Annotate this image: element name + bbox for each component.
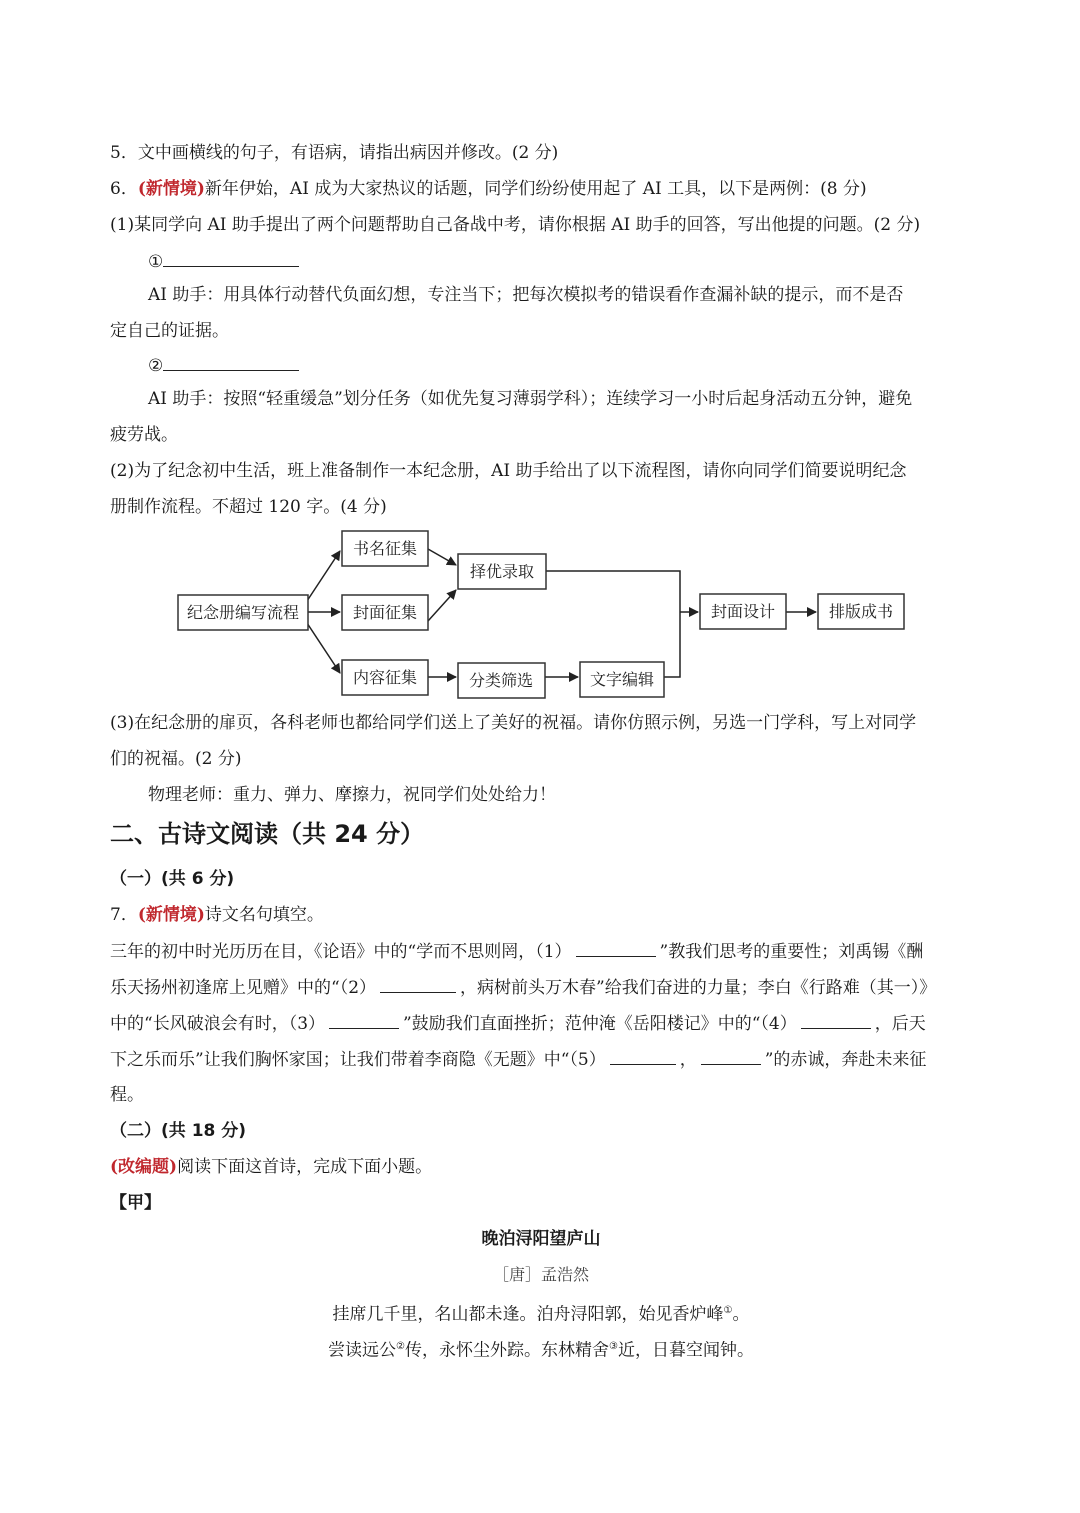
q7-number: 7． (110, 905, 138, 925)
fill-line-4 (110, 1046, 972, 1073)
memorial-book-flowchart (170, 525, 910, 700)
q6-tag: (新情境) (137, 179, 205, 199)
section-2-title: 二、古诗文阅读（共 24 分） (110, 820, 425, 848)
q6-intro-text: 新年伊始，AI 成为大家热议的话题，同学们纷纷使用起了 AI 工具，以下是两例：(8 分) (204, 179, 867, 199)
q8-line (110, 1154, 972, 1180)
poem-text: 。 (732, 1304, 750, 1325)
arrow-name-to-select (428, 549, 456, 565)
q6-sub3a: (3)在纪念册的扉页，各科老师也都给同学们送上了美好的祝福。请你仿照示例，另选一门学科，写上对同学 (110, 713, 917, 733)
arrow-start-to-name (307, 551, 340, 601)
q6-sub2b: 册制作流程。不超过 120 字。(4 分) (110, 497, 387, 517)
label-start: 纪念册编写流程 (186, 603, 300, 622)
fill-text: 乐天扬州初逢席上见赠》中的“（2） (110, 978, 377, 998)
fill-text: 中的“长风破浪会有时，（3） (110, 1014, 326, 1034)
fill-text: ”教我们思考的重要性；刘禹锡《酬 (659, 942, 924, 962)
q6-number: 6． (110, 179, 138, 199)
label-content-collect: 内容征集 (352, 668, 418, 687)
ai-answer-1a: AI 助手：用具体行动替代负面幻想，专注当下；把每次模拟考的错误看作查漏补缺的提示，而不是否 (148, 285, 904, 305)
fill-line-3 (110, 1010, 972, 1037)
q6-sub3b: 们的祝福。(2 分) (110, 749, 242, 769)
blank-1[interactable] (576, 938, 656, 957)
fill-text: ，后天 (874, 1014, 926, 1034)
answer-blank-2[interactable] (163, 352, 299, 371)
line-select-merge (546, 571, 680, 612)
line-edit-merge (664, 612, 680, 677)
label-select: 择优录取 (469, 562, 535, 581)
arrow-cover-to-select (428, 590, 456, 621)
footnote-marker: ② (396, 1341, 405, 1352)
blank-3[interactable] (329, 1010, 399, 1029)
q8-tag: (改编题) (110, 1157, 178, 1177)
label-name-collect: 书名征集 (352, 539, 418, 558)
fill-text: 三年的初中时光历历在目，《论语》中的“学而不思则罔，（1） (110, 942, 572, 962)
answer-blank-1[interactable] (163, 248, 299, 267)
q7-tag: (新情境) (137, 905, 205, 925)
label-layout: 排版成书 (828, 602, 894, 621)
fill-line-1 (110, 938, 972, 965)
label-cover-design: 封面设计 (710, 602, 776, 621)
fill-text: ”鼓励我们直面挫折；范仲淹《岳阳楼记》中的“（4） (403, 1014, 797, 1034)
poem-author: ［唐］孟浩然 (492, 1265, 589, 1284)
label-edit: 文字编辑 (589, 670, 655, 689)
physics-example: 物理老师：重力、弹力、摩擦力，祝同学们处处给力！ (148, 785, 556, 805)
footnote-marker: ③ (609, 1341, 618, 1352)
poem-text: 尝读远公 (328, 1340, 397, 1361)
poem-text: 挂席几千里，名山都未逢。泊舟浔阳郭，始见香炉峰 (332, 1304, 724, 1325)
label-classify: 分类筛选 (468, 671, 534, 690)
part-1-heading: （一）(共 6 分) (110, 869, 235, 889)
poem-line-2 (110, 1334, 972, 1364)
ai-answer-2a: AI 助手：按照“轻重缓急”划分任务（如优先复习薄弱学科）；连续学习一小时后起身活动五分钟，避免 (148, 389, 913, 409)
circle-two-marker: ② (148, 356, 164, 376)
q6-sub2a: (2)为了纪念初中生活，班上准备制作一本纪念册，AI 助手给出了以下流程图，请你向同学们简要说明纪念 (110, 461, 907, 481)
q7-text: 诗文名句填空。 (204, 905, 324, 925)
q6-sub1: (1)某同学向 AI 助手提出了两个问题帮助自己备战中考，请你根据 AI 助手的回答，写出他提的问题。(2 分) (110, 215, 921, 235)
q6-intro (110, 176, 972, 202)
poem-text: 传，永怀尘外踪。东林精舍 (405, 1340, 609, 1361)
blank-5a[interactable] (610, 1046, 676, 1065)
ai-answer-1b: 定自己的证据。 (110, 321, 229, 341)
footnote-marker: ① (723, 1305, 733, 1316)
arrow-start-to-content (307, 623, 340, 673)
circle-one-marker: ① (148, 252, 164, 272)
q5-text: 5．文中画横线的句子，有语病，请指出病因并修改。(2 分) (110, 143, 559, 163)
fill-line-2 (110, 974, 972, 1001)
answer-line-2 (148, 352, 972, 379)
poem-line-1 (110, 1298, 972, 1328)
ai-answer-2b: 疲劳战。 (110, 425, 178, 445)
label-cover-collect: 封面征集 (352, 603, 418, 622)
fill-text: 下之乐而乐”让我们胸怀家国；让我们带着李商隐《无题》中“（5） (110, 1050, 606, 1070)
q8-text: 阅读下面这首诗，完成下面小题。 (177, 1157, 433, 1177)
fill-text: ，病树前头万木春”给我们奋进的力量；李白《行路难（其一）》 (460, 978, 937, 998)
blank-2[interactable] (380, 974, 456, 993)
part-2-heading: （二）(共 18 分) (110, 1121, 247, 1141)
fill-line-5: 程。 (110, 1085, 144, 1105)
poem-text: 近，日暮空闻钟。 (617, 1340, 754, 1361)
blank-5b[interactable] (701, 1046, 761, 1065)
fill-text: ， (679, 1050, 697, 1070)
fill-text: ”的赤诚，奔赴未来征 (764, 1050, 927, 1070)
blank-4[interactable] (801, 1010, 871, 1029)
answer-line-1 (148, 248, 972, 275)
poem-title: 晚泊浔阳望庐山 (481, 1229, 601, 1249)
jia-label: 【甲】 (110, 1193, 161, 1213)
q7-line (110, 902, 972, 928)
